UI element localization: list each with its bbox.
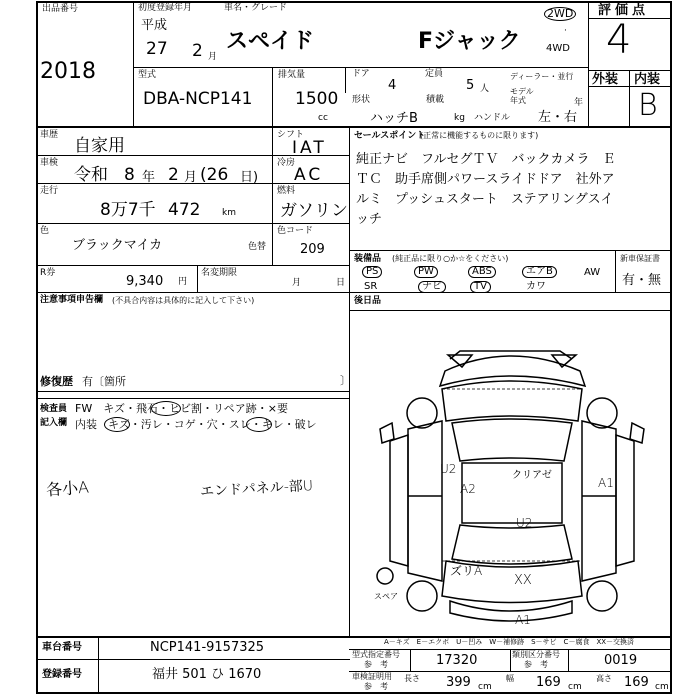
mileage-part2: 472: [168, 200, 201, 220]
length-value: 399: [446, 675, 471, 690]
model-number-label-2: 参 考: [364, 660, 388, 669]
car-grade-label: 車名・グレード: [224, 3, 288, 13]
handwritten-right: エンドパネル-部U: [199, 478, 314, 500]
model-year-label2: 年式: [510, 96, 526, 105]
width-value: 169: [536, 675, 561, 690]
interior-rub-circle: [246, 417, 272, 432]
rating-label: 評価点: [598, 3, 650, 18]
displacement-unit: cc: [318, 113, 328, 123]
inspection-day-unit: 日): [240, 170, 259, 185]
model-year-label1: モデル: [510, 87, 534, 96]
name-change-month: 月: [292, 278, 302, 288]
handle-value: 左・右: [538, 110, 578, 125]
sales-points-line-4: ッチ: [356, 212, 383, 227]
sales-points-label: セールスポイント: [354, 131, 426, 141]
mark-clear: クリアゼ: [512, 470, 552, 481]
displacement-label: 排気量: [278, 70, 306, 80]
mark-u2-left: U2: [440, 462, 457, 476]
equip-sr: SR: [364, 281, 378, 292]
interior-label: 内装: [634, 72, 661, 87]
inspection-month: 2: [168, 165, 179, 185]
name-change-label: 名変期限: [201, 268, 238, 278]
wheel-rear-left-icon: [407, 581, 437, 611]
wheel-rear-right-icon: [587, 581, 617, 611]
post-install-label: 後日品: [354, 296, 382, 306]
equip-ps: PS: [362, 266, 382, 278]
shape-label: 形状: [352, 95, 371, 105]
warranty-label: 新車保証書: [620, 254, 660, 263]
height-unit: cm: [655, 682, 669, 692]
height-label: 高さ: [596, 674, 612, 683]
recycle-value: 9,340: [126, 274, 164, 289]
stone-chip-circle: [151, 401, 181, 416]
equip-aw: AW: [584, 267, 601, 278]
drive-4wd: 4WD: [546, 43, 570, 54]
dealer-label: ディーラー・並行: [510, 72, 574, 81]
sales-points-note: (正常に機能するものに限ります): [420, 131, 539, 140]
repair-close: 〕: [340, 374, 351, 387]
equip-abs: ABS: [468, 266, 496, 278]
color-swap-label: 色替: [248, 242, 267, 252]
width-label: 幅: [506, 674, 514, 683]
notes-label: 注意事項申告欄: [40, 295, 104, 305]
length-label: 長さ: [404, 674, 420, 683]
inspector-label-2: 記入欄: [40, 418, 68, 428]
width-unit: cm: [568, 682, 582, 692]
model-label: 型式: [138, 70, 157, 80]
length-unit: cm: [478, 682, 492, 692]
doors-label: ドア: [352, 69, 370, 79]
model-value: DBA-NCP141: [143, 89, 253, 109]
inspection-year-unit: 年: [142, 170, 156, 185]
warranty-value: 有・無: [622, 273, 662, 288]
equip-pw: PW: [414, 266, 438, 278]
spare-label: スペア: [374, 592, 398, 601]
capacity-value: 5: [466, 78, 475, 93]
drive-dot: ·: [564, 26, 567, 36]
model-number-value: 17320: [436, 653, 478, 668]
dimensions-label-2: 参 考: [364, 682, 388, 691]
capacity-unit: 人: [480, 84, 490, 94]
equip-navi: ナビ: [418, 281, 446, 293]
inspector-line-1: FW キズ・飛石・ヒビ割・リペア跡・×要: [75, 402, 288, 415]
inspection-era: 令和: [74, 165, 108, 185]
car-diagram: [350, 311, 670, 636]
lot-label: 出品番号: [42, 4, 79, 14]
registration-label: 登録番号: [42, 669, 82, 680]
mileage-unit: km: [222, 208, 236, 218]
exterior-label: 外装: [592, 72, 619, 87]
shape-value: ハッチB: [370, 111, 418, 126]
equipment-note: (純正品に限り○か☆をください): [392, 254, 509, 263]
interior-scratch-circle: [104, 417, 130, 432]
sales-points-line-2: ＴＣ 助手席側パワースライドドア 社外ア: [356, 172, 615, 187]
inspection-label: 車検: [40, 158, 59, 168]
handle-label: ハンドル: [474, 113, 511, 123]
displacement-value: 1500: [295, 89, 339, 109]
mark-a2-left: A2: [460, 482, 476, 496]
equip-airbag: エアB: [522, 266, 557, 278]
history-label: 車歴: [40, 130, 59, 140]
mark-xx: XX: [514, 573, 532, 588]
car-grade: Fジャック: [418, 29, 521, 54]
handwritten-left: 各小A: [45, 477, 90, 500]
shift-value: IAT: [292, 138, 327, 158]
height-value: 169: [624, 675, 649, 690]
history-value: 自家用: [74, 136, 125, 156]
fuel-value: ガソリン: [280, 201, 348, 221]
color-label: 色: [40, 226, 50, 236]
shift-label: シフト: [277, 130, 305, 140]
first-reg-month-unit: 月: [208, 52, 218, 62]
repair-label: 修復歴: [40, 375, 73, 388]
first-reg-label: 初度登録年月: [138, 3, 193, 13]
lot-number: 2018: [40, 59, 96, 84]
aircon-value: AC: [294, 165, 324, 185]
inspection-year: 8: [124, 165, 135, 185]
model-year-unit: 年: [574, 98, 584, 108]
color-code-label: 色コード: [277, 226, 314, 236]
recycle-label: R券: [40, 268, 56, 278]
equip-leather: カワ: [526, 281, 546, 292]
name-change-day: 日: [336, 278, 346, 288]
damage-legend: A－キズ E－エクボ U－凹み W－補修跡 S－サビ C－腐食 XX－交換済: [384, 638, 635, 646]
notes-sub: (不具合内容は具体的に記入して下さい): [112, 296, 255, 305]
mark-u2-bottom: U2: [516, 516, 533, 530]
mileage-label: 走行: [40, 186, 59, 196]
repair-value: 有〔箇所: [82, 375, 126, 388]
registration-value: 福井 501 ひ 1670: [152, 667, 262, 682]
category-number-value: 0019: [604, 653, 638, 668]
first-reg-era: 平成: [141, 18, 168, 33]
sales-points-line-1: 純正ナビ フルセグＴＶ バックカメラ Ｅ: [356, 152, 616, 167]
category-number-label-1: 類別区分番号: [512, 650, 560, 659]
load-label: 積載: [426, 95, 445, 105]
rating-value: 4: [606, 17, 632, 63]
inspection-day: (26: [200, 165, 229, 185]
interior-value: B: [638, 88, 658, 123]
doors-value: 4: [388, 78, 397, 93]
category-number-label-2: 参 考: [524, 660, 548, 669]
aircon-label: 冷房: [277, 158, 296, 168]
color-code-value: 209: [300, 242, 325, 257]
sales-points-line-3: ルミ プッシュスタート ステアリングスイ: [356, 192, 614, 207]
inspection-month-unit: 月: [184, 170, 198, 185]
equip-tv: TV: [470, 281, 491, 293]
mark-a1-bottom: A1: [515, 613, 531, 627]
mark-a1-right: A1: [598, 476, 614, 490]
equipment-label: 装備品: [354, 254, 382, 264]
dimensions-label-1: 車検証明用: [352, 672, 392, 681]
first-reg-year: 27: [146, 39, 168, 59]
model-number-label-1: 型式指定番号: [352, 650, 400, 659]
chassis-label: 車台番号: [42, 642, 82, 653]
inspector-label-1: 検査員: [40, 404, 68, 414]
first-reg-month: 2: [192, 41, 203, 61]
car-name: スペイド: [226, 29, 315, 54]
spare-tire-icon: [377, 568, 393, 584]
mileage-part1: 8万7千: [100, 200, 156, 220]
mark-a2-bottom: ズリA: [450, 564, 483, 578]
drive-2wd: 2WD: [544, 7, 576, 21]
recycle-unit: 円: [178, 277, 188, 287]
chassis-value: NCP141-9157325: [150, 640, 265, 655]
capacity-label: 定員: [425, 69, 444, 79]
load-unit: kg: [454, 113, 465, 123]
inspector-line-2: 内装 キズ・汚レ・コゲ・穴・スレ・キレ・破レ: [75, 418, 317, 431]
color-value: ブラックマイカ: [72, 238, 163, 253]
fuel-label: 燃料: [277, 186, 296, 196]
